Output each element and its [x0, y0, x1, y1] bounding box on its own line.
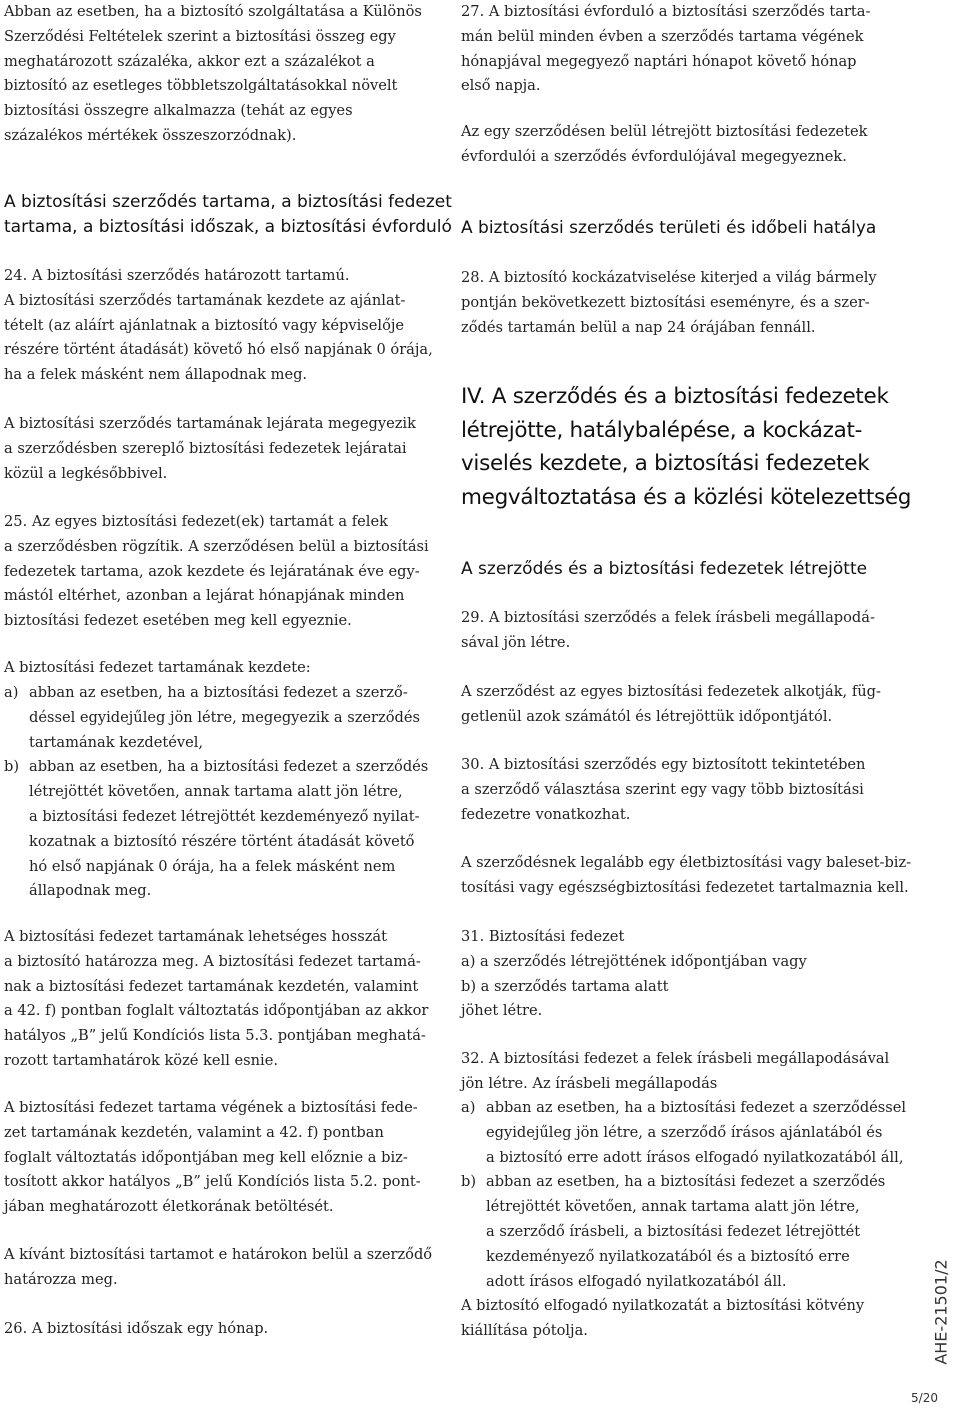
text-line: A biztosítási szerződés tartamának lejárata megegyezik [4, 415, 416, 432]
text-line: sával jön létre. [461, 633, 571, 651]
text-line: részére történt átadását) követő hó első napjának 0 órája, [4, 341, 433, 359]
paragraph-25d [4, 1096, 440, 1220]
text-line: a biztosító határozza meg. A biztosítási fedezet tartamá- [4, 952, 421, 970]
text-line: évfordulói a szerződés évfordulójával megegyeznek. [461, 147, 847, 165]
page-number: 5/20 [911, 1391, 938, 1405]
text-line: foglalt változtatás időpontjában meg kell előznie a biz- [4, 1148, 408, 1166]
text-line: b) a szerződés tartama alatt [461, 977, 669, 995]
text-line: első napja. [461, 77, 541, 95]
list-marker: a) [461, 1099, 476, 1116]
chapter-line: megváltoztatása és a közlési kötelezettség [461, 484, 912, 510]
text-line: létrejöttét követően, annak tartama alatt jön létre, [29, 783, 403, 801]
text-line: a szerződésben szereplő biztosítási fedezetek lejáratai [4, 439, 407, 457]
text-line: nak a biztosítási fedezet tartamának kezdetén, valamint [4, 977, 419, 995]
text-line: meghatározott százaléka, akkor ezt a százalékot a [4, 52, 375, 70]
chapter-line: viselés kezdete, a biztosítási fedezetek [461, 451, 870, 476]
text-line: 24. A biztosítási szerződés határozott tartamú. [4, 267, 350, 284]
list-item [461, 1096, 907, 1170]
text-line: tosítási vagy egészségbiztosítási fedezetet tartalmaznia kell. [461, 878, 909, 896]
text-line: abban az esetben, ha a biztosítási fedezet a szerződéssel [486, 1099, 907, 1116]
text-line: kiállítása pótolja. [461, 1321, 588, 1339]
text-line: fedezetek tartama, azok kezdete és lejáratának éve egy- [4, 562, 420, 580]
text-line: 25. Az egyes biztosítási fedezet(ek) tartamát a felek [4, 513, 388, 530]
text-line: ződés tartamán belül a nap 24 órájában fennáll. [461, 318, 816, 336]
list-32 [461, 1096, 907, 1294]
text-line: jöhet létre. [461, 1002, 543, 1020]
text-line: 26. A biztosítási időszak egy hónap. [4, 1320, 269, 1337]
paragraph-32-end [461, 1294, 891, 1344]
chapter-line: IV. A szerződés és a biztosítási fedezetek [461, 384, 889, 409]
text-line: A szerződésnek legalább egy életbiztosítási vagy baleset-biz- [461, 854, 912, 871]
text-line: tartamának kezdetével, [29, 733, 204, 751]
section-heading-term [4, 190, 452, 239]
paragraph-29b [461, 680, 891, 730]
section-heading-formation: A szerződés és a biztosítási fedezetek létrejötte [461, 559, 868, 579]
list-25 [4, 681, 440, 904]
text-line: egyidejűleg jön létre, a szerződő írásos ajánlatából és [486, 1123, 883, 1141]
text-line: Szerződési Feltételek szerint a biztosítási összeg egy [4, 27, 396, 45]
paragraph-25-start-intro [4, 656, 440, 681]
text-line: a 42. f) pontban foglalt változtatás időpontjában az akkor [4, 1002, 429, 1020]
paragraph-25 [4, 510, 440, 634]
text-line: a szerződő írásbeli, a biztosítási fedezet létrejöttét [486, 1222, 861, 1240]
text-line: A kívánt biztosítási tartamot e határokon belül a szerződő [4, 1246, 433, 1263]
text-line: 30. A biztosítási szerződés egy biztosított tekintetében [461, 756, 866, 773]
text-line: biztosító az esetleges többletszolgáltatásokkal növelt [4, 77, 398, 95]
text-line: 32. A biztosítási fedezet a felek írásbeli megállapodásával [461, 1050, 890, 1067]
paragraph-25c [4, 925, 440, 1074]
chapter-heading-iv [461, 380, 911, 514]
text-line: Az egy szerződésen belül létrejött biztosítási fedezetek [461, 123, 868, 140]
paragraph-30 [461, 753, 891, 827]
text-line: létrejöttét követően, annak tartama alatt jön létre, [486, 1198, 860, 1216]
text-line: a szerződő választása szerint egy vagy több biztosítási [461, 780, 864, 798]
text-line: Abban az esetben, ha a biztosító szolgáltatása a Különös [4, 3, 422, 20]
paragraph-25e [4, 1243, 440, 1293]
text-line: mán belül minden évben a szerződés tartama végének [461, 27, 864, 45]
text-line: abban az esetben, ha a biztosítási fedezet a szerző- [29, 684, 408, 701]
text-line: közül a legkésőbbivel. [4, 464, 168, 482]
text-line: adott írásos elfogadó nyilatkozatából áll. [486, 1272, 787, 1290]
text-line: jön létre. Az írásbeli megállapodás [461, 1074, 718, 1092]
text-line: a biztosítási fedezet létrejöttét kezdeményező nyilat- [29, 807, 420, 825]
list-marker: b) [4, 758, 20, 776]
intro-paragraph [4, 0, 440, 149]
document-code-text: AHE-21501/2 [931, 1259, 951, 1365]
list-marker: a) [4, 684, 19, 701]
text-line: 31. Biztosítási fedezet [461, 928, 625, 945]
text-line: pontján bekövetkezett biztosítási eseményre, és a szer- [461, 293, 870, 311]
text-line: a) a szerződés létrejöttének időpontjában vagy [461, 952, 807, 970]
paragraph-27b [461, 120, 891, 170]
text-line: abban az esetben, ha a biztosítási fedezet a szerződés [486, 1173, 886, 1191]
paragraph-30b [461, 851, 912, 901]
text-line: A biztosítási fedezet tartamának lehetséges hosszát [4, 928, 387, 945]
text-line: 27. A biztosítási évforduló a biztosítási szerződés tarta- [461, 3, 871, 20]
paragraph-29 [461, 606, 891, 656]
text-line: biztosítási összegre alkalmazza (tehát az egyes [4, 102, 353, 120]
text-line: hatályos „B” jelű Kondíciós lista 5.3. pontjában meghatá- [4, 1027, 426, 1045]
paragraph-24 [4, 264, 440, 388]
chapter-line: létrejötte, hatálybalépése, a kockázat- [461, 417, 863, 443]
list-item [4, 681, 440, 755]
document-code [928, 1259, 954, 1365]
paragraph-31 [461, 925, 891, 1024]
text-line: biztosítási fedezet esetében meg kell egyeznie. [4, 612, 352, 630]
paragraph-26 [4, 1317, 440, 1342]
text-line: kezdeményező nyilatkozatából és a biztosító erre [486, 1247, 850, 1265]
text-line: zet tartamának kezdetén, valamint a 42. f) pontban [4, 1123, 384, 1141]
text-line: a szerződésben rögzítik. A szerződésen belül a biztosítási [4, 537, 429, 555]
list-marker: b) [461, 1173, 477, 1191]
text-line: kozatnak a biztosító részére történt átadását követő [29, 832, 415, 850]
list-item [461, 1170, 891, 1294]
list-item [4, 755, 440, 904]
section-heading-scope: A biztosítási szerződés területi és időbeli hatálya [461, 218, 877, 238]
text-line: a biztosító erre adott írásos elfogadó nyilatkozatából áll, [486, 1148, 904, 1166]
text-line: állapodnak meg. [29, 882, 152, 900]
text-line: A biztosítási fedezet tartama végének a biztosítási fede- [4, 1099, 418, 1116]
text-line: jában meghatározott életkorának betöltését. [4, 1198, 334, 1216]
paragraph-32 [461, 1047, 891, 1097]
paragraph-24b [4, 412, 440, 486]
text-line: határozza meg. [4, 1270, 118, 1288]
text-line: hó első napjának 0 órája, ha a felek másként nem [29, 857, 396, 875]
heading-line: tartama, a biztosítási időszak, a biztosítási évforduló [4, 216, 452, 237]
text-line: A biztosító elfogadó nyilatkozatát a biztosítási kötvény [461, 1297, 865, 1314]
paragraph-27 [461, 0, 891, 99]
text-line: 28. A biztosító kockázatviselése kiterjed a világ bármely [461, 269, 877, 286]
text-line: A biztosítási fedezet tartamának kezdete: [4, 659, 311, 676]
text-line: fedezetre vonatkozhat. [461, 805, 631, 823]
text-line: rozott tartamhatárok közé kell esnie. [4, 1051, 278, 1069]
text-line: mástól eltérhet, azonban a lejárat hónapjának minden [4, 587, 405, 605]
text-line: tételt (az aláírt ajánlatnak a biztosító vagy képviselője [4, 316, 405, 334]
paragraph-28 [461, 266, 891, 340]
text-line: déssel egyidejűleg jön létre, megegyezik a szerződés [29, 708, 420, 726]
text-line: abban az esetben, ha a biztosítási fedezet a szerződés [29, 758, 429, 776]
text-line: tosított akkor hatályos „B” jelű Kondíciós lista 5.2. pont- [4, 1173, 421, 1191]
text-line: getlenül azok számától és létrejöttük időpontjától. [461, 707, 833, 725]
text-line: A szerződést az egyes biztosítási fedezetek alkotják, füg- [461, 683, 881, 700]
text-line: A biztosítási szerződés tartamának kezdete az ajánlat- [4, 291, 406, 309]
text-line: ha a felek másként nem állapodnak meg. [4, 366, 308, 384]
heading-line: A biztosítási szerződés tartama, a biztosítási fedezet [4, 192, 452, 212]
text-line: 29. A biztosítási szerződés a felek írásbeli megállapodá- [461, 609, 875, 626]
text-line: százalékos mértékek összeszorzódnak). [4, 126, 297, 144]
text-line: hónapjával megegyező naptári hónapot követő hónap [461, 52, 857, 70]
